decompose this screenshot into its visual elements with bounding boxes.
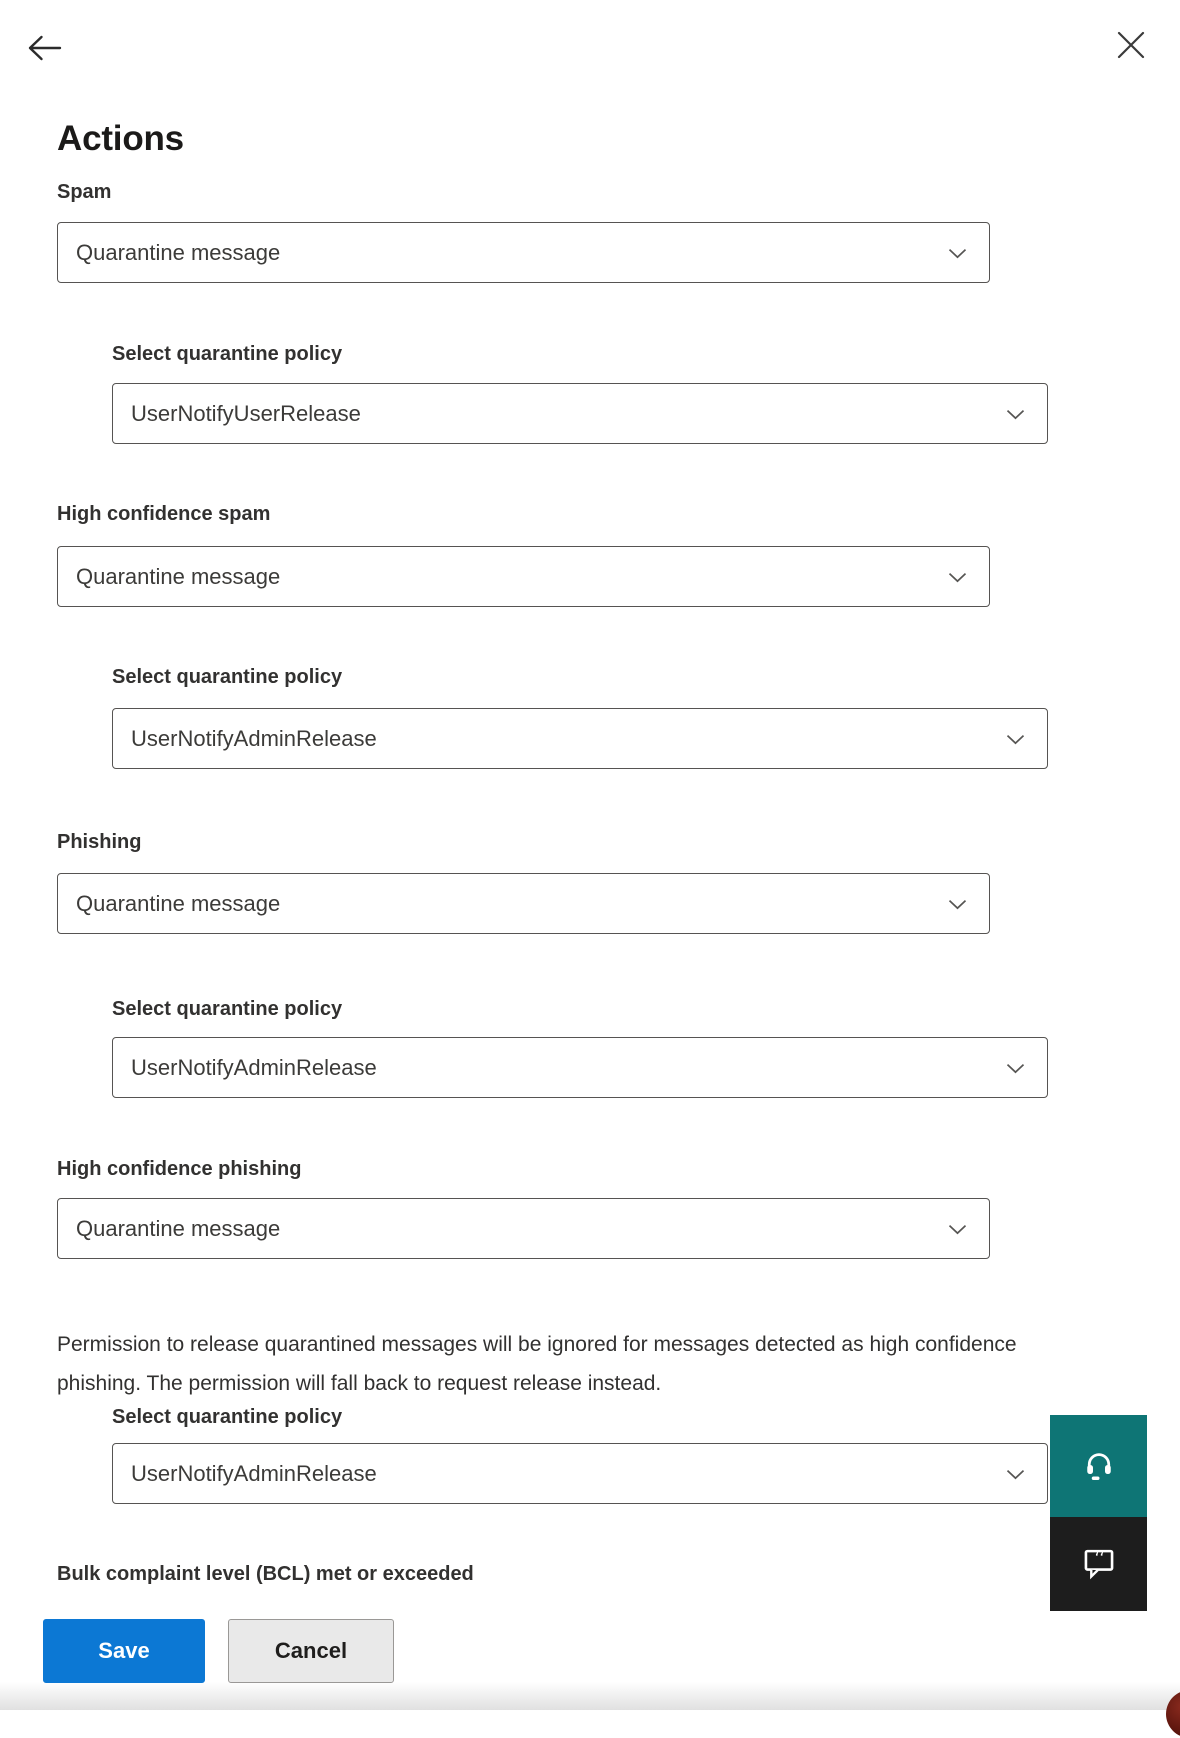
hcs-policy-label: Select quarantine policy bbox=[112, 666, 343, 688]
chevron-down-icon bbox=[948, 1224, 967, 1235]
phishing-action-select[interactable] bbox=[57, 873, 990, 934]
high-confidence-spam-label: High confidence spam bbox=[57, 503, 271, 525]
spam-quarantine-policy-select[interactable] bbox=[112, 383, 1048, 444]
combo-value: Quarantine message bbox=[76, 1215, 281, 1241]
phishing-policy-label: Select quarantine policy bbox=[112, 998, 343, 1020]
high-confidence-phishing-label: High confidence phishing bbox=[57, 1158, 302, 1180]
combo-value: Quarantine message bbox=[76, 239, 281, 265]
hcp-permission-note: Permission to release quarantined messages will be ignored for messages detected as high confidence phishing. The permission will fall back to request release instead. bbox=[57, 1333, 1017, 1395]
combo-value: UserNotifyAdminRelease bbox=[131, 1054, 377, 1080]
chevron-down-icon bbox=[1006, 409, 1025, 420]
hcp-policy-label: Select quarantine policy bbox=[112, 1406, 343, 1428]
footer bbox=[0, 1594, 1180, 1710]
chat-icon bbox=[1080, 1544, 1118, 1585]
high-confidence-phishing-action-select[interactable] bbox=[57, 1198, 990, 1259]
high-confidence-spam-action-select[interactable] bbox=[57, 546, 990, 607]
chevron-down-icon bbox=[948, 248, 967, 259]
chevron-down-icon bbox=[948, 572, 967, 583]
combo-value: UserNotifyUserRelease bbox=[131, 400, 361, 426]
chevron-down-icon bbox=[1006, 1469, 1025, 1480]
close-button[interactable] bbox=[1112, 26, 1150, 64]
hcs-quarantine-policy-select[interactable] bbox=[112, 708, 1048, 769]
phishing-quarantine-policy-select[interactable] bbox=[112, 1037, 1048, 1098]
svg-text:,,: ,, bbox=[1093, 1549, 1104, 1568]
headset-icon bbox=[1079, 1445, 1119, 1488]
save-button[interactable]: Save bbox=[43, 1619, 205, 1683]
combo-value: Quarantine message bbox=[76, 890, 281, 916]
phishing-label: Phishing bbox=[57, 831, 142, 853]
arrow-left-icon bbox=[26, 52, 64, 67]
combo-value: Quarantine message bbox=[76, 563, 281, 589]
chevron-down-icon bbox=[1006, 734, 1025, 745]
feedback-widget-button[interactable] bbox=[1050, 1517, 1147, 1611]
back-button[interactable] bbox=[22, 28, 68, 68]
spam-action-select[interactable] bbox=[57, 222, 990, 283]
combo-value: UserNotifyAdminRelease bbox=[131, 725, 377, 751]
chevron-down-icon bbox=[948, 899, 967, 910]
cancel-button[interactable]: Cancel bbox=[228, 1619, 394, 1683]
spam-label: Spam bbox=[57, 181, 112, 203]
chevron-down-icon bbox=[1006, 1063, 1025, 1074]
support-widget-button[interactable] bbox=[1050, 1415, 1147, 1517]
x-icon bbox=[1116, 48, 1146, 63]
combo-value: UserNotifyAdminRelease bbox=[131, 1460, 377, 1486]
hcp-quarantine-policy-select[interactable] bbox=[112, 1443, 1048, 1504]
bulk-complaint-level-label: Bulk complaint level (BCL) met or exceeded bbox=[57, 1563, 474, 1585]
spam-policy-label: Select quarantine policy bbox=[112, 343, 343, 365]
page-title: Actions bbox=[57, 119, 184, 159]
